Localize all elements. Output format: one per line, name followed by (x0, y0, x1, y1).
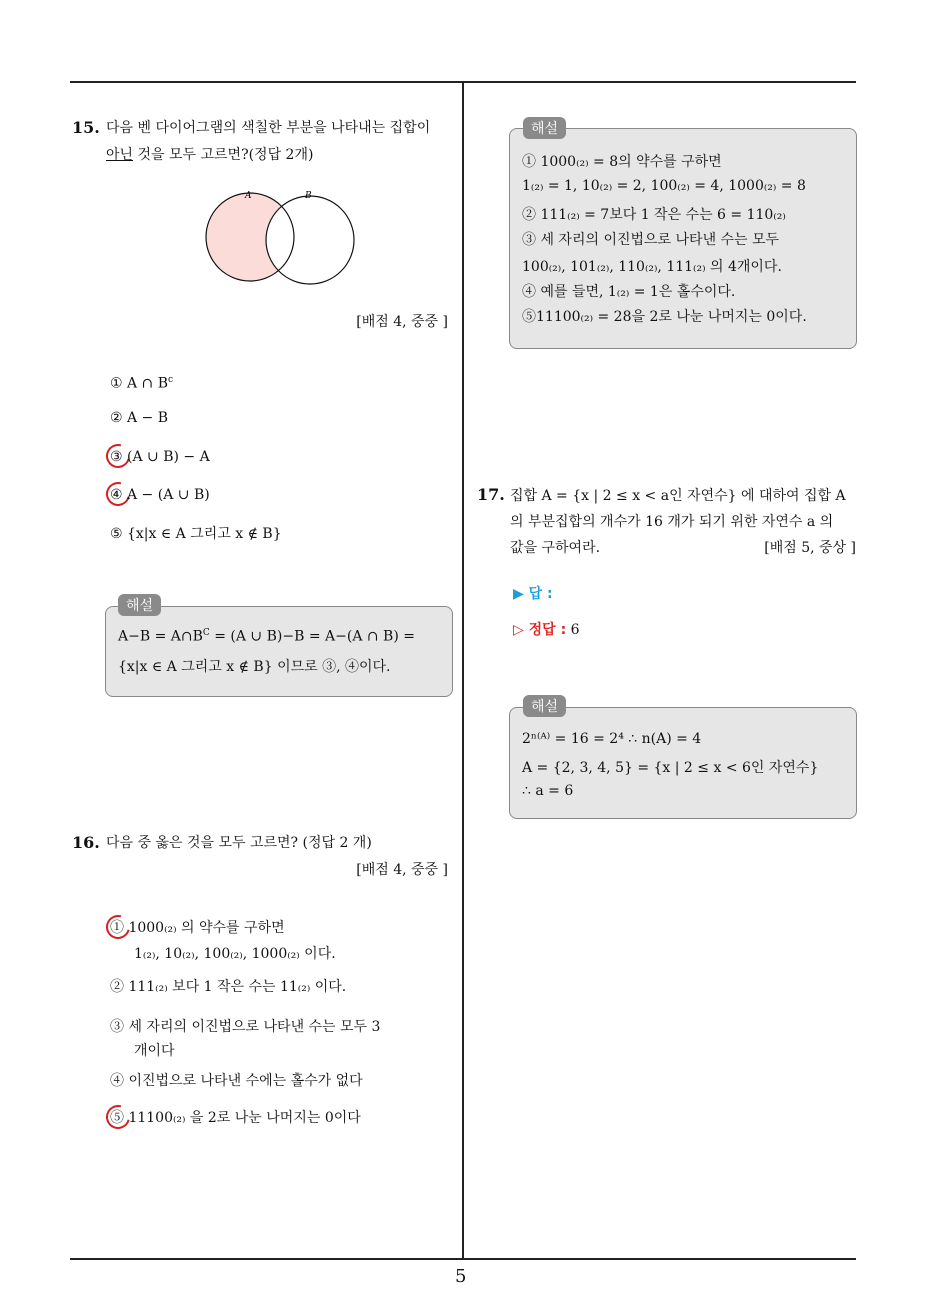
q16-score: [배점 4, 중중 ] (356, 862, 448, 878)
q16-option-4: ④ 이진법으로 나타낸 수에는 홀수가 없다 (110, 1073, 363, 1089)
q16-option-1-line2: 1₍₂₎, 10₍₂₎, 100₍₂₎, 1000₍₂₎ 이다. (134, 946, 336, 962)
q16-option-5: ⑤ 11100₍₂₎ 을 2로 나눈 나머지는 0이다 (110, 1110, 361, 1126)
q16-solution-tag: 해설 (523, 117, 566, 139)
q17-text-line3: 값을 구하여라. (510, 540, 601, 556)
q17-correct-label: ▷ 정답 : (513, 622, 567, 638)
venn-diagram (195, 182, 365, 292)
q17-answer-label: ▶ 답 : (513, 586, 553, 602)
q17-correct-value: 6 (570, 622, 580, 638)
q15-text-line2 (106, 145, 313, 165)
q16-solution-line: ③ 세 자리의 이진법으로 나타낸 수는 모두 (522, 232, 780, 248)
q16-option-3-line2: 개이다 (134, 1043, 175, 1059)
q15-option-1: ① A ∩ $B^c$ (110, 375, 174, 392)
q16-solution-line: ② 111₍₂₎ = 7보다 1 작은 수는 6 = 110₍₂₎ (522, 207, 786, 223)
q15-text-line2-rest: 것을 모두 고르면?(정답 2개) (133, 147, 314, 163)
q16-option-3-line1: ③ 세 자리의 이진법으로 나타낸 수는 모두 3 (110, 1019, 381, 1035)
bottom-rule (70, 1258, 856, 1260)
page-number: 5 (455, 1266, 467, 1287)
q16-solution-line: ④ 예를 들면, 1₍₂₎ = 1은 홀수이다. (522, 284, 736, 300)
q16-number: 16. (72, 833, 100, 852)
q16-solution-line: 100₍₂₎, 101₍₂₎, 110₍₂₎, 111₍₂₎ 의 4개이다. (522, 259, 782, 275)
q15-option-4: ④ A − (A ∪ B) (110, 487, 210, 503)
q17-solution-line: A = {2, 3, 4, 5} = {x | 2 ≤ x < 6인 자연수} (522, 760, 819, 776)
q16-option-2: ② 111₍₂₎ 보다 1 작은 수는 11₍₂₎ 이다. (110, 979, 347, 995)
q15-solution-line1: $A-B = A\cap B^C = (A$ ∪ B)−B = A−(A ∩ B) = (118, 628, 415, 645)
venn-label-b: B (305, 191, 312, 201)
q17-text-line1: 집합 A = {x | 2 ≤ x < a인 자연수} 에 대하여 집합 A (510, 488, 846, 504)
q15-solution-box (105, 606, 453, 697)
q17-number: 17. (477, 485, 505, 504)
q16-solution-line: ⑤11100₍₂₎ = 28을 2로 나눈 나머지는 0이다. (522, 309, 807, 325)
q15-option-5: ⑤ {x|x ∈ A 그리고 x ∉ B} (110, 526, 282, 542)
q17-score: [배점 5, 중상 ] (764, 540, 856, 556)
q15-underlined-word: 아닌 (106, 147, 134, 163)
q15-score: [배점 4, 중중 ] (356, 314, 448, 330)
venn-label-a: A (245, 191, 252, 201)
q17-correct-answer (513, 620, 580, 640)
q16-solution-line: 1₍₂₎ = 1, 10₍₂₎ = 2, 100₍₂₎ = 4, 1000₍₂₎ = 8 (522, 178, 806, 194)
q15-option-3: ③ (A ∪ B) − A (110, 449, 210, 465)
q15-solution-line2: {x|x ∈ A 그리고 x ∉ B} 이므로 ③, ④이다. (118, 659, 391, 675)
q15-solution-tag: 해설 (118, 594, 161, 616)
q16-option-1-line1: ① 1000₍₂₎ 의 약수를 구하면 (110, 920, 285, 936)
q17-text-line2: 의 부분집합의 개수가 16 개가 되기 위한 자연수 a 의 (510, 514, 834, 530)
q17-solution-tag: 해설 (523, 695, 566, 717)
q16-text: 다음 중 옳은 것을 모두 고르면? (정답 2 개) (106, 835, 372, 851)
q17-solution-line: 2ⁿ⁽ᴬ⁾ = 16 = 2⁴ ∴ n(A) = 4 (522, 731, 702, 747)
q15-option-2: ② A − B (110, 410, 169, 426)
q15-text-line1: 다음 벤 다이어그램의 색칠한 부분을 나타내는 집합이 (106, 120, 431, 136)
q17-solution-line: ∴ a = 6 (522, 783, 574, 799)
q16-solution-line: ① 1000₍₂₎ = 8의 약수를 구하면 (522, 154, 722, 170)
q15-number: 15. (72, 118, 100, 137)
column-divider (462, 83, 464, 1259)
